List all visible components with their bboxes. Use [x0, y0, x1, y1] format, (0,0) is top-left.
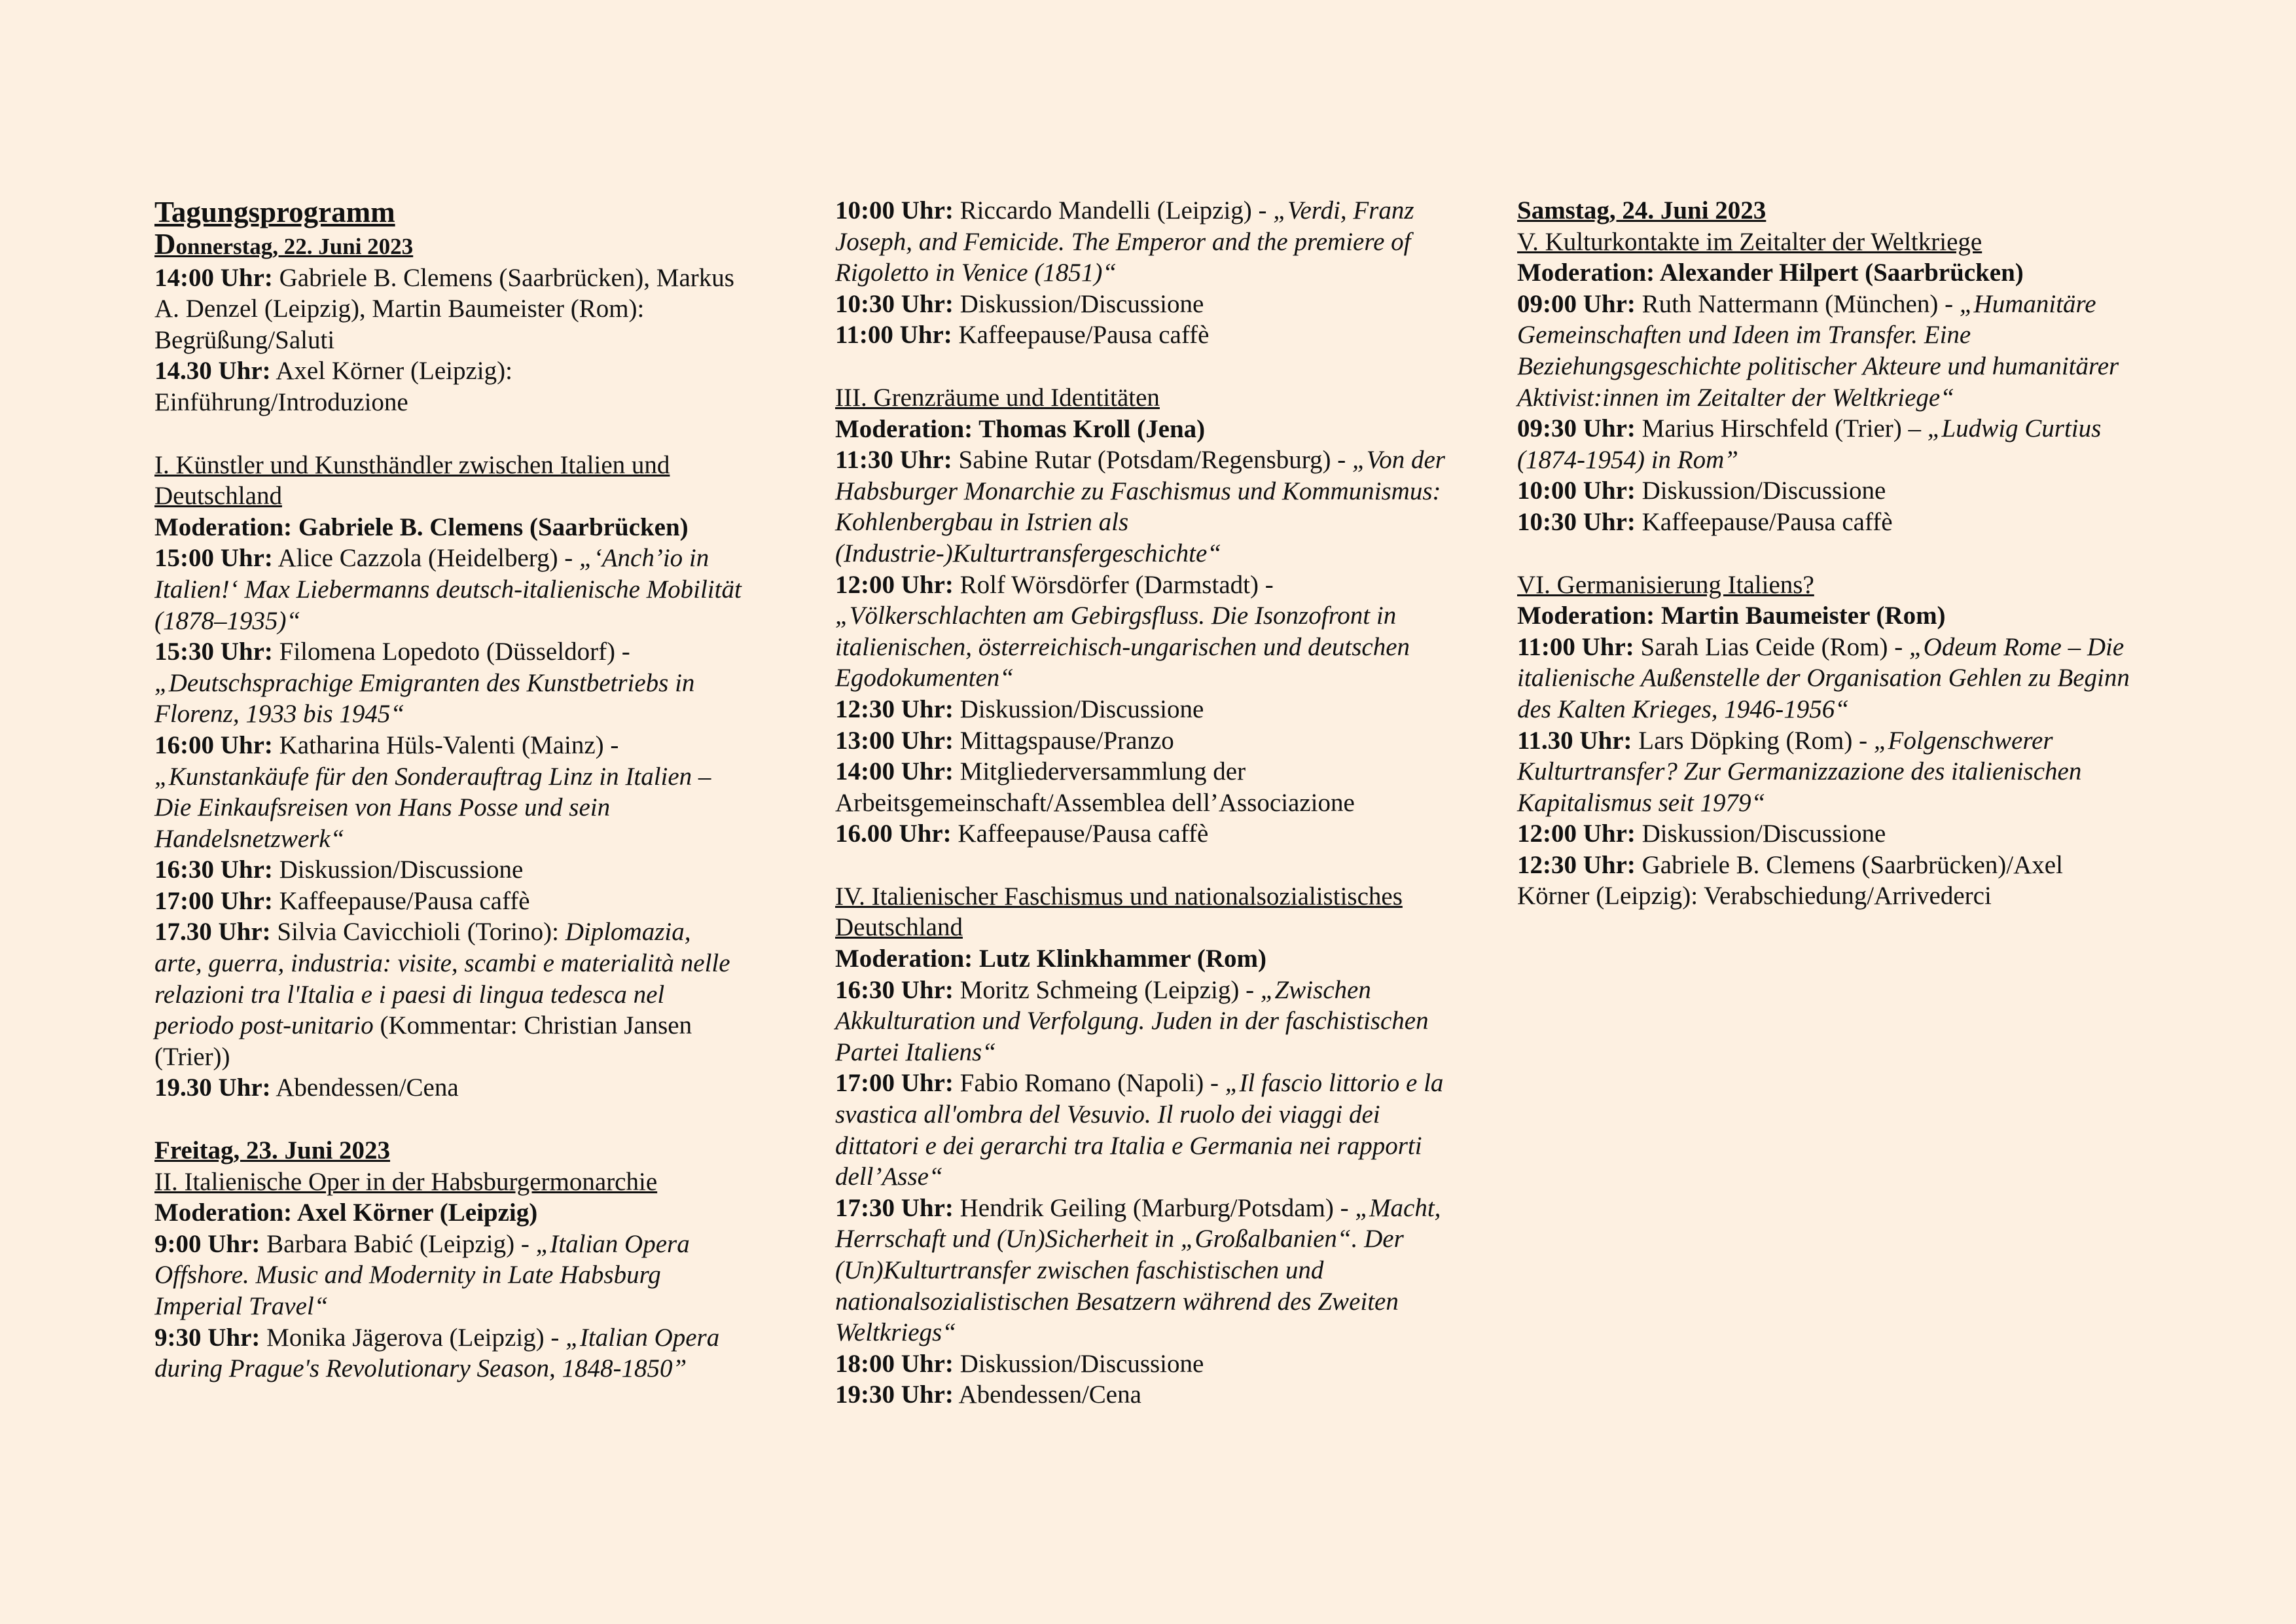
schedule-entry: 15:30 Uhr: Filomena Lopedoto (Düsseldorf) - „Deutschsprachige Emigranten des Kunstbetriebs in Florenz, 1933 bis 1945“ [154, 638, 695, 729]
moderation-line: Moderation: Alexander Hilpert (Saarbrücken) [1517, 259, 2024, 287]
schedule-entry: 14:00 Uhr: Mitgliederversammlung der Arbeitsgemeinschaft/Assemblea dell’Associazione [835, 757, 1355, 817]
schedule-entry: 11:30 Uhr: Sabine Rutar (Potsdam/Regensburg) - „Von der Habsburger Monarchie zu Faschismus und Kommunismus: Kohlenbergbau in Istrien als (Industrie-)Kulturtransfergeschichte“ [835, 446, 1445, 568]
program-column-1 [154, 195, 744, 1384]
program-column-3 [1517, 195, 2132, 912]
schedule-entry: 16:00 Uhr: Katharina Hüls-Valenti (Mainz) - „Kunstankäufe für den Sonderauftrag Linz in Italien – Die Einkaufsreisen von Hans Posse und sein Handelsnetzwerk“ [154, 731, 711, 853]
day-heading-friday: Freitag, 23. Juni 2023 [154, 1136, 391, 1165]
schedule-entry: 10:00 Uhr: Diskussion/Discussione [1517, 477, 1886, 505]
schedule-entry: 12:30 Uhr: Diskussion/Discussione [835, 695, 1204, 723]
day-heading-saturday: Samstag, 24. Juni 2023 [1517, 196, 1767, 225]
schedule-entry: 14:00 Uhr: Gabriele B. Clemens (Saarbrücken), Markus A. Denzel (Leipzig), Martin Baumeister (Rom): Begrüßung/Saluti [154, 263, 734, 354]
schedule-entry: 17:00 Uhr: Fabio Romano (Napoli) - „Il fascio littorio e la svastica all'ombra del Vesuvio. Il ruolo dei viaggi dei dittatori e dei gerarchi tra Italia e Germania nei rapporti dell’Asse“ [835, 1069, 1444, 1191]
section-heading: II. Italienische Oper in der Habsburgermonarchie [154, 1167, 658, 1196]
section-heading: VI. Germanisierung Italiens? [1517, 570, 1814, 599]
schedule-entry: 09:30 Uhr: Marius Hirschfeld (Trier) – „Ludwig Curtius (1874-1954) in Rom” [1517, 414, 2102, 474]
schedule-entry: 10:30 Uhr: Diskussion/Discussione [835, 289, 1204, 318]
schedule-entry: 11:00 Uhr: Sarah Lias Ceide (Rom) - „Odeum Rome – Die italienische Außenstelle der Organisation Gehlen zu Beginn des Kalten Krieges, 1946-1956“ [1517, 632, 2130, 723]
moderation-line: Moderation: Lutz Klinkhammer (Rom) [835, 945, 1266, 973]
moderation-line: Moderation: Axel Körner (Leipzig) [154, 1199, 538, 1227]
section-heading: I. Künstler und Kunsthändler zwischen Italien und Deutschland [154, 450, 670, 511]
program-column-2 [835, 195, 1447, 1411]
section-heading: IV. Italienischer Faschismus und nationalsozialistisches Deutschland [835, 882, 1403, 942]
section-heading: V. Kulturkontakte im Zeitalter der Weltkriege [1517, 227, 1982, 256]
schedule-entry: 15:00 Uhr: Alice Cazzola (Heidelberg) - „‘Anch’io in Italien!‘ Max Liebermanns deutsch-italienische Mobilität (1878–1935)“ [154, 544, 742, 635]
schedule-entry: 9:00 Uhr: Barbara Babić (Leipzig) - „Italian Opera Offshore. Music and Modernity in Late Habsburg Imperial Travel“ [154, 1229, 690, 1320]
schedule-entry: 13:00 Uhr: Mittagspause/Pranzo [835, 726, 1174, 755]
day-heading-thursday [154, 229, 744, 262]
schedule-entry: 10:00 Uhr: Riccardo Mandelli (Leipzig) - „Verdi, Franz Joseph, and Femicide. The Emperor and the premiere of Rigoletto in Venice (1851)“ [835, 196, 1414, 287]
page-title: Tagungsprogramm [154, 196, 395, 228]
schedule-entry: 18:00 Uhr: Diskussion/Discussione [835, 1349, 1204, 1378]
section-heading: III. Grenzräume und Identitäten [835, 383, 1160, 412]
schedule-entry: 9:30 Uhr: Monika Jägerova (Leipzig) - „Italian Opera during Prague's Revolutionary Season, 1848-1850” [154, 1323, 720, 1383]
day-heading-rest: onnerstag, 22. Juni 2023 [175, 234, 414, 259]
schedule-entry: 12:00 Uhr: Diskussion/Discussione [1517, 820, 1886, 848]
moderation-line: Moderation: Martin Baumeister (Rom) [1517, 602, 1946, 630]
schedule-entry: 16.00 Uhr: Kaffeepause/Pausa caffè [835, 820, 1209, 848]
schedule-entry: 14.30 Uhr: Axel Körner (Leipzig): Einführung/Introduzione [154, 357, 512, 416]
schedule-entry: 11:00 Uhr: Kaffeepause/Pausa caffè [835, 321, 1210, 350]
schedule-entry: 11.30 Uhr: Lars Döpking (Rom) - „Folgenschwerer Kulturtransfer? Zur Germanizzazione des italienischen Kapitalismus seit 1979“ [1517, 726, 2082, 817]
moderation-line: Moderation: Gabriele B. Clemens (Saarbrücken) [154, 513, 689, 541]
schedule-entry: 09:00 Uhr: Ruth Nattermann (München) - „Humanitäre Gemeinschaften und Ideen im Transfer. Eine Beziehungsgeschichte politischer Akteure und humanitärer Aktivist:innen im Zeitalter der Weltkriege“ [1517, 289, 2119, 412]
schedule-entry: 19:30 Uhr: Abendessen/Cena [835, 1380, 1141, 1409]
schedule-entry: 17:00 Uhr: Kaffeepause/Pausa caffè [154, 886, 530, 915]
schedule-entry: 17.30 Uhr: Silvia Cavicchioli (Torino): Diplomazia, arte, guerra, industria: visite, scambi e materialità nelle relazioni tra l'Italia e i paesi di lingua tedesca nel periodo post-unitario (Kommentar: Christian Jansen (Trier)) [154, 918, 730, 1071]
schedule-entry: 12:00 Uhr: Rolf Wörsdörfer (Darmstadt) - „Völkerschlachten am Gebirgsfluss. Die Isonzofront in italienischen, österreichisch-ungarischen und deutschen Egodokumenten“ [835, 570, 1410, 693]
schedule-entry: 12:30 Uhr: Gabriele B. Clemens (Saarbrücken)/Axel Körner (Leipzig): Verabschiedung/Arrivederci [1517, 850, 2063, 911]
schedule-entry: 17:30 Uhr: Hendrik Geiling (Marburg/Potsdam) - „Macht, Herrschaft und (Un)Sicherheit in „Großalbanien“. Der (Un)Kulturtransfer zwischen faschistischen und nationalsozialistischen Besatzern während des Zweiten Weltkriegs“ [835, 1193, 1441, 1347]
day-heading-initial: D [154, 228, 176, 261]
schedule-entry: 19.30 Uhr: Abendessen/Cena [154, 1074, 459, 1102]
schedule-entry: 16:30 Uhr: Moritz Schmeing (Leipzig) - „Zwischen Akkulturation und Verfolgung. Juden in der faschistischen Partei Italiens“ [835, 975, 1429, 1066]
moderation-line: Moderation: Thomas Kroll (Jena) [835, 414, 1206, 443]
schedule-entry: 10:30 Uhr: Kaffeepause/Pausa caffè [1517, 507, 1893, 536]
schedule-entry: 16:30 Uhr: Diskussion/Discussione [154, 856, 524, 884]
